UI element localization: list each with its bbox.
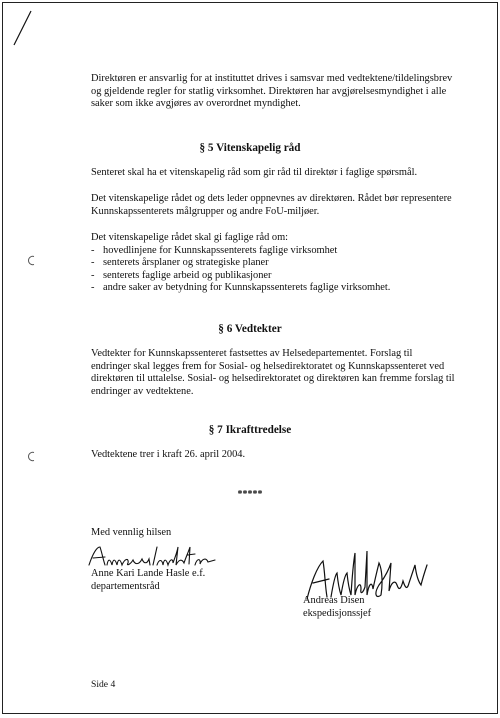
- list-item: - andre saker av betydning for Kunnskapssenterets faglige virksomhet.: [91, 282, 390, 295]
- section5-paragraph-2: [91, 193, 452, 218]
- section-heading-5: § 5 Vitenskapelig råd: [199, 142, 301, 154]
- text-line: Direktøren er ansvarlig for at instituttet drives i samsvar med vedtektene/tildelingsbrev: [91, 73, 453, 84]
- punch-hole-mark: [25, 255, 36, 266]
- handwritten-signature-right: [303, 539, 433, 603]
- punch-hole-mark: [25, 451, 36, 462]
- document-page: [2, 2, 498, 714]
- signer-left-name: Anne Kari Lande Hasle e.f.: [91, 568, 206, 579]
- section-heading-7: § 7 Ikrafttredelse: [208, 424, 292, 436]
- page-number: Side 4: [91, 679, 116, 690]
- text-line: endringer av vedtektene.: [91, 385, 194, 397]
- list-intro: Det vitenskapelige rådet skal gi faglige råd om:: [91, 232, 289, 243]
- signer-right-title: ekspedisjonssjef: [303, 607, 372, 619]
- section5-paragraph-1: Senteret skal ha et vitenskapelig råd som gir råd til direktør i faglige spørsmål.: [91, 167, 418, 178]
- closing-greeting: Med vennlig hilsen: [91, 527, 172, 538]
- section6-paragraph: [91, 348, 455, 398]
- signer-right-block: [303, 595, 371, 620]
- corner-slash-mark: [9, 9, 35, 49]
- section7-text: Vedtektene trer i kraft 26. april 2004.: [91, 449, 246, 460]
- text-line: endringer skal legges frem for Sosial- og helsedirektoratet og Kunnskapssenteret ved: [91, 360, 445, 372]
- advice-topics-list: [91, 245, 390, 295]
- paragraph-director-responsibility: [91, 73, 452, 111]
- signer-left-block: [91, 568, 205, 593]
- separator-stars: *****: [237, 489, 263, 500]
- text-line: og gjeldende regler for statlig virksomhet. Direktøren har avgjørelsesmyndighet i alle: [91, 85, 447, 97]
- section-heading-6: § 6 Vedtekter: [218, 323, 282, 335]
- section5-list-block: [91, 232, 390, 295]
- text-line: Vedtekter for Kunnskapssenteret fastsettes av Helsedepartementet. Forslag til: [91, 348, 413, 359]
- text-line: direktøren til uttalelse. Sosial- og helsedirektoratet og direktøren kan fremme forslag til: [91, 373, 455, 385]
- list-item: - hovedlinjene for Kunnskapssenterets faglige virksomhet: [91, 245, 390, 258]
- signer-left-title: departementsråd: [91, 580, 160, 592]
- handwritten-signature-left: [87, 543, 219, 571]
- list-item: - senterets årsplaner og strategiske planer: [91, 257, 390, 270]
- text-line: Kunnskapssenterets målgrupper og andre FoU-miljøer.: [91, 205, 320, 217]
- list-item: - senterets faglige arbeid og publikasjoner: [91, 270, 390, 283]
- text-line: saker som ikke avgjøres av overordnet myndighet.: [91, 98, 301, 110]
- signer-right-name: Andreas Disen: [303, 595, 365, 606]
- text-line: Det vitenskapelige rådet og dets leder oppnevnes av direktøren. Rådet bør representere: [91, 193, 452, 204]
